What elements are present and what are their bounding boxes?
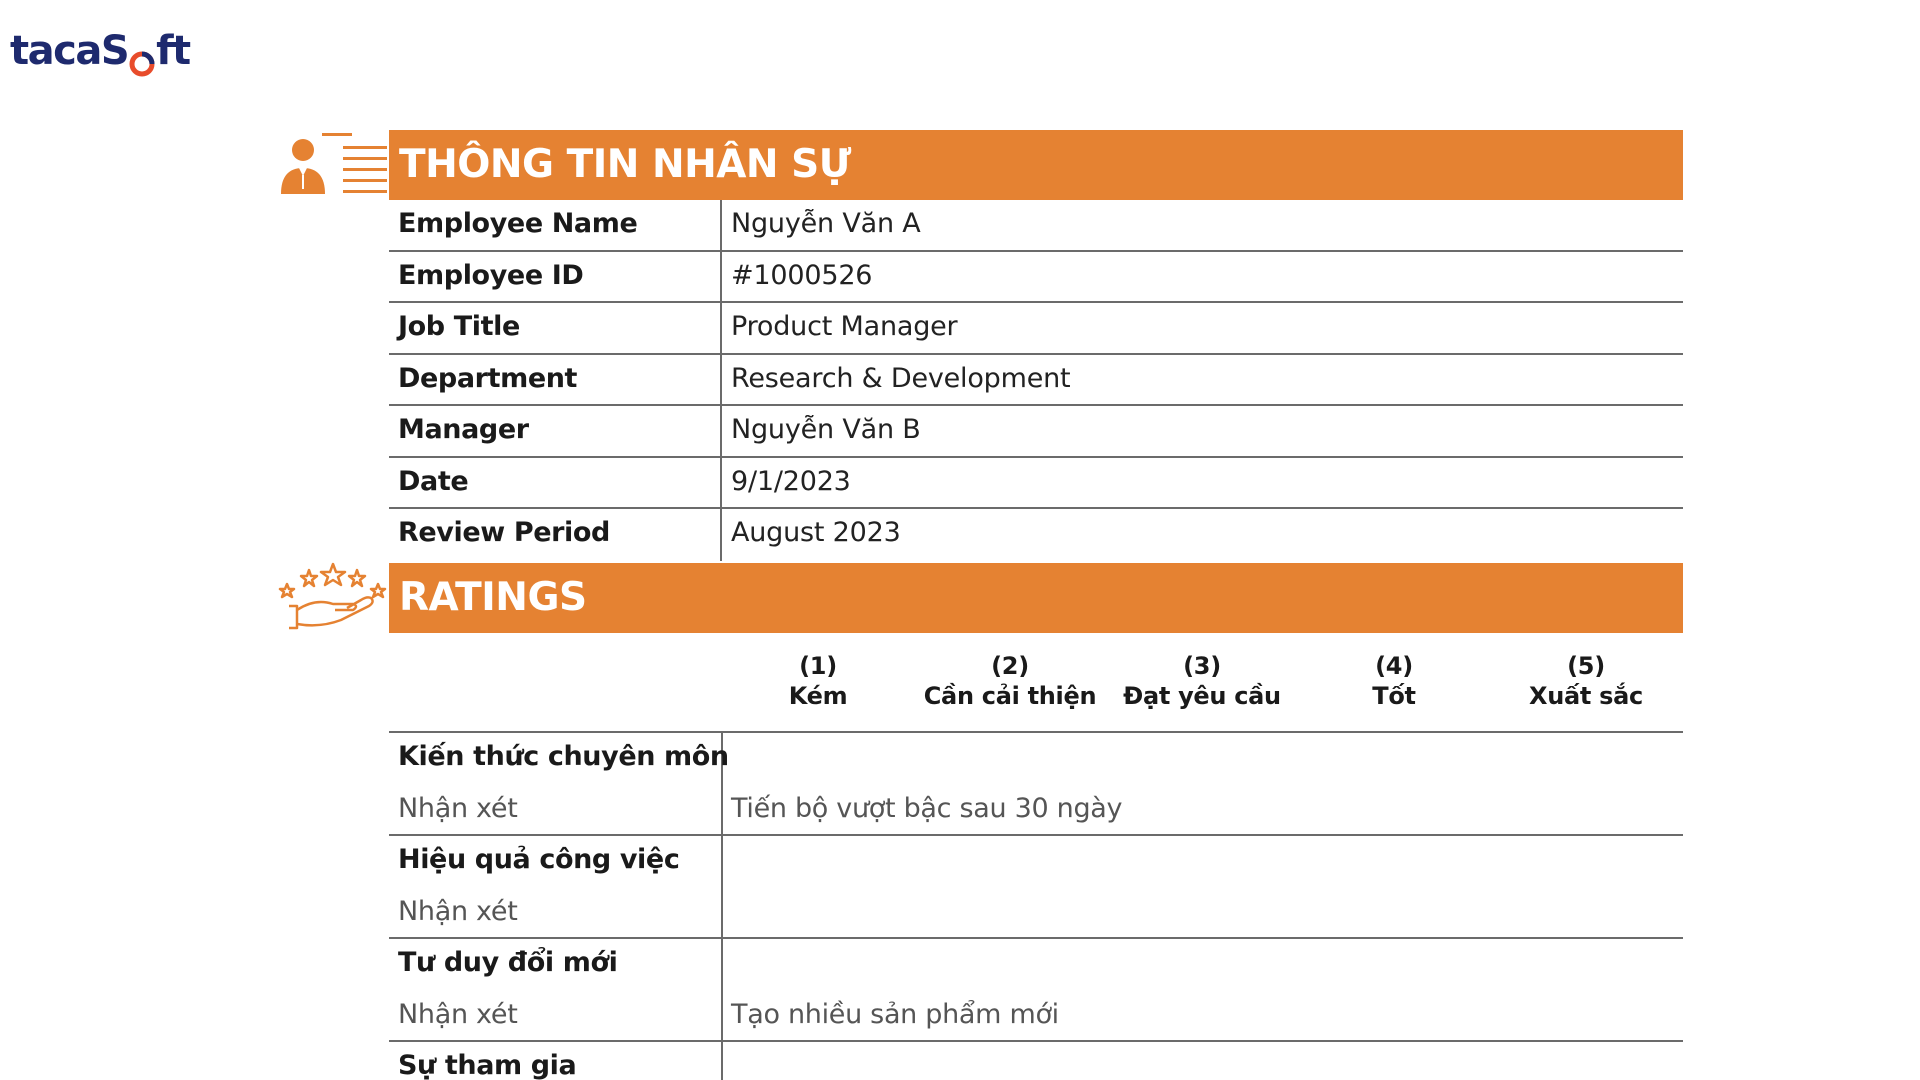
- info-label: Employee ID: [389, 252, 722, 302]
- ratings-criteria-table: [389, 733, 1683, 1080]
- section-header-info: THÔNG TIN NHÂN SỰ: [389, 130, 1683, 200]
- employee-list-icon: [275, 130, 390, 205]
- criteria-name: Tư duy đổi mới: [398, 947, 618, 978]
- scale-label: Xuất sắc: [1529, 682, 1643, 710]
- info-label: Job Title: [389, 303, 722, 353]
- scale-label: Tốt: [1372, 682, 1416, 710]
- criteria-row-innovation: [389, 939, 1683, 1042]
- section-header-ratings: RATINGS: [389, 563, 1683, 633]
- column-divider: [721, 836, 723, 937]
- scale-number: (2): [991, 652, 1029, 680]
- info-row-name: [389, 200, 1683, 252]
- info-label: Employee Name: [389, 200, 722, 250]
- info-label: Manager: [389, 406, 722, 456]
- criteria-name: Kiến thức chuyên môn: [398, 741, 729, 772]
- scale-level-1: [722, 651, 914, 711]
- scale-number: (3): [1183, 652, 1221, 680]
- info-value: Research & Development: [731, 362, 1071, 394]
- scale-number: (5): [1567, 652, 1605, 680]
- rating-scale-header: [389, 633, 1683, 733]
- info-value: 9/1/2023: [731, 465, 851, 497]
- scale-label: Đạt yêu cầu: [1123, 682, 1281, 710]
- criteria-name: Sự tham gia: [398, 1050, 577, 1080]
- info-label: Date: [389, 458, 722, 508]
- logo-text-s: S: [100, 28, 129, 74]
- column-divider: [721, 1042, 723, 1080]
- hand-stars-icon: [275, 562, 390, 635]
- scale-level-5: [1490, 651, 1682, 711]
- info-value: Nguyễn Văn A: [731, 208, 921, 239]
- comment-label: Nhận xét: [398, 999, 518, 1030]
- tacasoft-logo: [10, 28, 190, 74]
- scale-number: (1): [799, 652, 837, 680]
- info-row-department: [389, 355, 1683, 407]
- info-row-review-period: [389, 509, 1683, 561]
- info-value: #1000526: [731, 259, 873, 291]
- scale-level-4: [1298, 651, 1490, 711]
- info-row-job-title: [389, 303, 1683, 355]
- scale-level-3: [1106, 651, 1298, 711]
- criteria-row-performance: [389, 836, 1683, 939]
- logo-text-left: taca: [10, 28, 101, 74]
- info-row-date: [389, 458, 1683, 510]
- scale-level-2: [914, 651, 1106, 711]
- comment-value: Tiến bộ vượt bậc sau 30 ngày: [731, 793, 1123, 824]
- comment-value: Tạo nhiều sản phẩm mới: [731, 999, 1059, 1030]
- criteria-name: Hiệu quả công việc: [398, 844, 680, 875]
- info-row-manager: [389, 406, 1683, 458]
- scale-label: Kém: [788, 682, 848, 710]
- employee-info-table: [389, 200, 1683, 561]
- scale-label: Cần cải thiện: [923, 682, 1097, 710]
- criteria-row-participation: [389, 1042, 1683, 1080]
- criteria-row-knowledge: [389, 733, 1683, 836]
- comment-label: Nhận xét: [398, 793, 518, 824]
- info-value: Nguyễn Văn B: [731, 414, 921, 445]
- logo-o-icon: [129, 41, 155, 67]
- info-row-id: [389, 252, 1683, 304]
- scale-number: (4): [1375, 652, 1413, 680]
- info-value: Product Manager: [731, 311, 958, 342]
- logo-text-right: ft: [156, 28, 190, 74]
- column-divider: [721, 939, 723, 1040]
- comment-label: Nhận xét: [398, 896, 518, 927]
- info-value: August 2023: [731, 517, 901, 548]
- info-label: Review Period: [389, 509, 722, 561]
- info-label: Department: [389, 355, 722, 405]
